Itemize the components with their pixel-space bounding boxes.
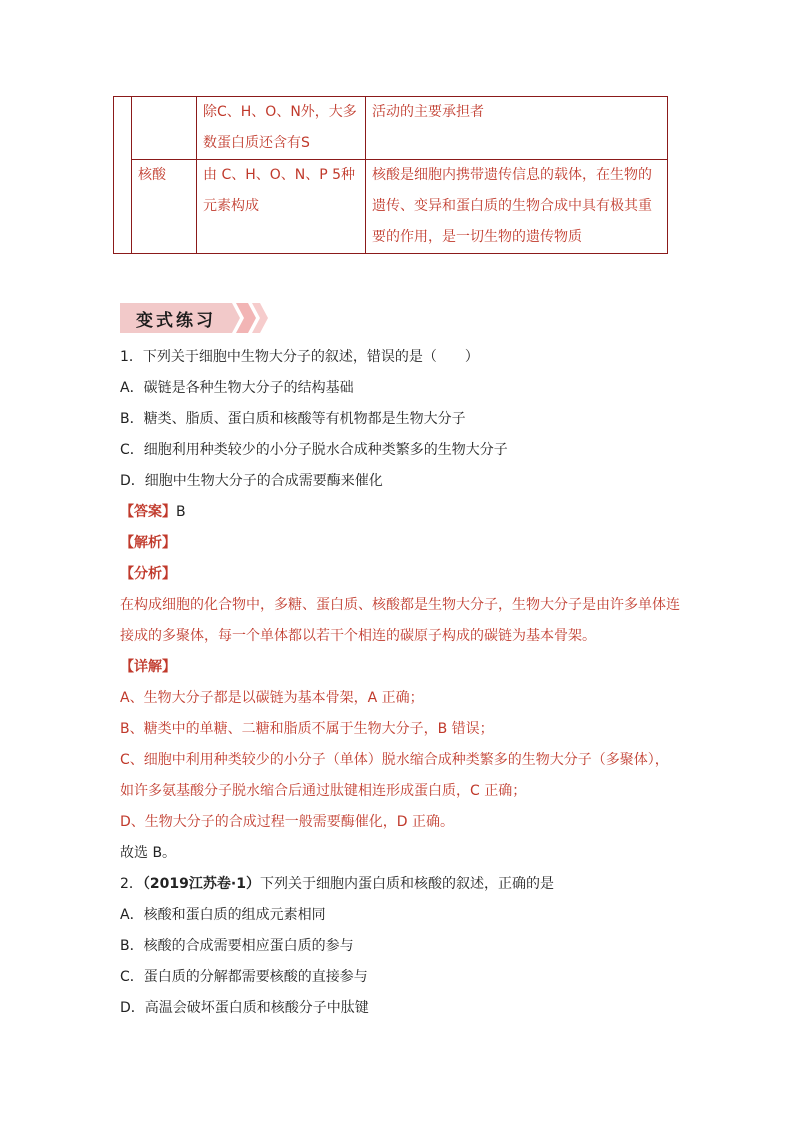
question-1-stem: 1．下列关于细胞中生物大分子的叙述，错误的是（ ） <box>120 349 479 365</box>
table-cell-blank <box>132 97 197 160</box>
analysis-label: 【解析】 <box>120 535 176 551</box>
section-banner <box>120 301 270 335</box>
question-1-option-a: A．碳链是各种生物大分子的结构基础 <box>120 380 354 396</box>
element-composition-table <box>113 96 668 254</box>
fenxi-label: 【分析】 <box>120 566 176 582</box>
table-row <box>114 160 668 254</box>
question-2-number: 2． <box>120 876 143 892</box>
question-2-source: （2019江苏卷·1） <box>142 876 260 892</box>
xiangjie-text: A、生物大分子都是以碳链为基本骨架，A 正确； <box>120 690 424 706</box>
table-cell-function: 核酸是细胞内携带遗传信息的载体，在生物的遗传、变异和蛋白质的生物合成中具有极其重要的作用，是一切生物的遗传物质 <box>366 160 668 254</box>
question-2-option-a: A．核酸和蛋白质的组成元素相同 <box>120 907 326 923</box>
question-1-option-c: C．细胞利用种类较少的小分子脱水合成种类繁多的生物大分子 <box>120 442 508 458</box>
conclusion: 故选 B。 <box>120 845 177 861</box>
xiangjie-label: 【详解】 <box>120 659 176 675</box>
question-1-option-d: D．细胞中生物大分子的合成需要酶来催化 <box>120 473 383 489</box>
table-row <box>114 97 668 160</box>
xiangjie-text: B、糖类中的单糖、二糖和脂质不属于生物大分子，B 错误； <box>120 721 494 737</box>
xiangjie-text: D、生物大分子的合成过程一般需要酶催化，D 正确。 <box>120 814 455 830</box>
table-cell-blank <box>114 97 132 254</box>
xiangjie-text: C、细胞中利用种类较少的小分子（单体）脱水缩合成种类繁多的生物大分子（多聚体）， <box>120 752 669 768</box>
question-2-option-b: B．核酸的合成需要相应蛋白质的参与 <box>120 938 354 954</box>
question-2-stem <box>120 869 690 900</box>
question-2-option-c: C．蛋白质的分解都需要核酸的直接参与 <box>120 969 368 985</box>
table-cell-elements: 除C、H、O、N外，大多数蛋白质还含有S <box>197 97 366 160</box>
question-2-text: 下列关于细胞内蛋白质和核酸的叙述，正确的是 <box>259 876 554 892</box>
answer-line <box>120 497 690 528</box>
question-1-option-b: B．糖类、脂质、蛋白质和核酸等有机物都是生物大分子 <box>120 411 466 427</box>
fenxi-text: 接成的多聚体，每一个单体都以若干个相连的碳原子构成的碳链为基本骨架。 <box>120 628 596 644</box>
section-title: 变式练习 <box>136 311 216 331</box>
question-2-option-d: D．高温会破坏蛋白质和核酸分子中肽键 <box>120 1000 369 1016</box>
table-cell-elements: 由 C、H、O、N、P 5种元素构成 <box>197 160 366 254</box>
table-cell-name: 核酸 <box>132 160 197 254</box>
answer-value: B <box>176 504 186 520</box>
fenxi-text: 在构成细胞的化合物中，多糖、蛋白质、核酸都是生物大分子，生物大分子是由许多单体连 <box>120 597 680 613</box>
question-content <box>120 342 690 1024</box>
answer-label: 【答案】 <box>120 504 176 520</box>
table-cell-function: 活动的主要承担者 <box>366 97 668 160</box>
xiangjie-text: 如许多氨基酸分子脱水缩合后通过肽键相连形成蛋白质，C 正确； <box>120 783 527 799</box>
